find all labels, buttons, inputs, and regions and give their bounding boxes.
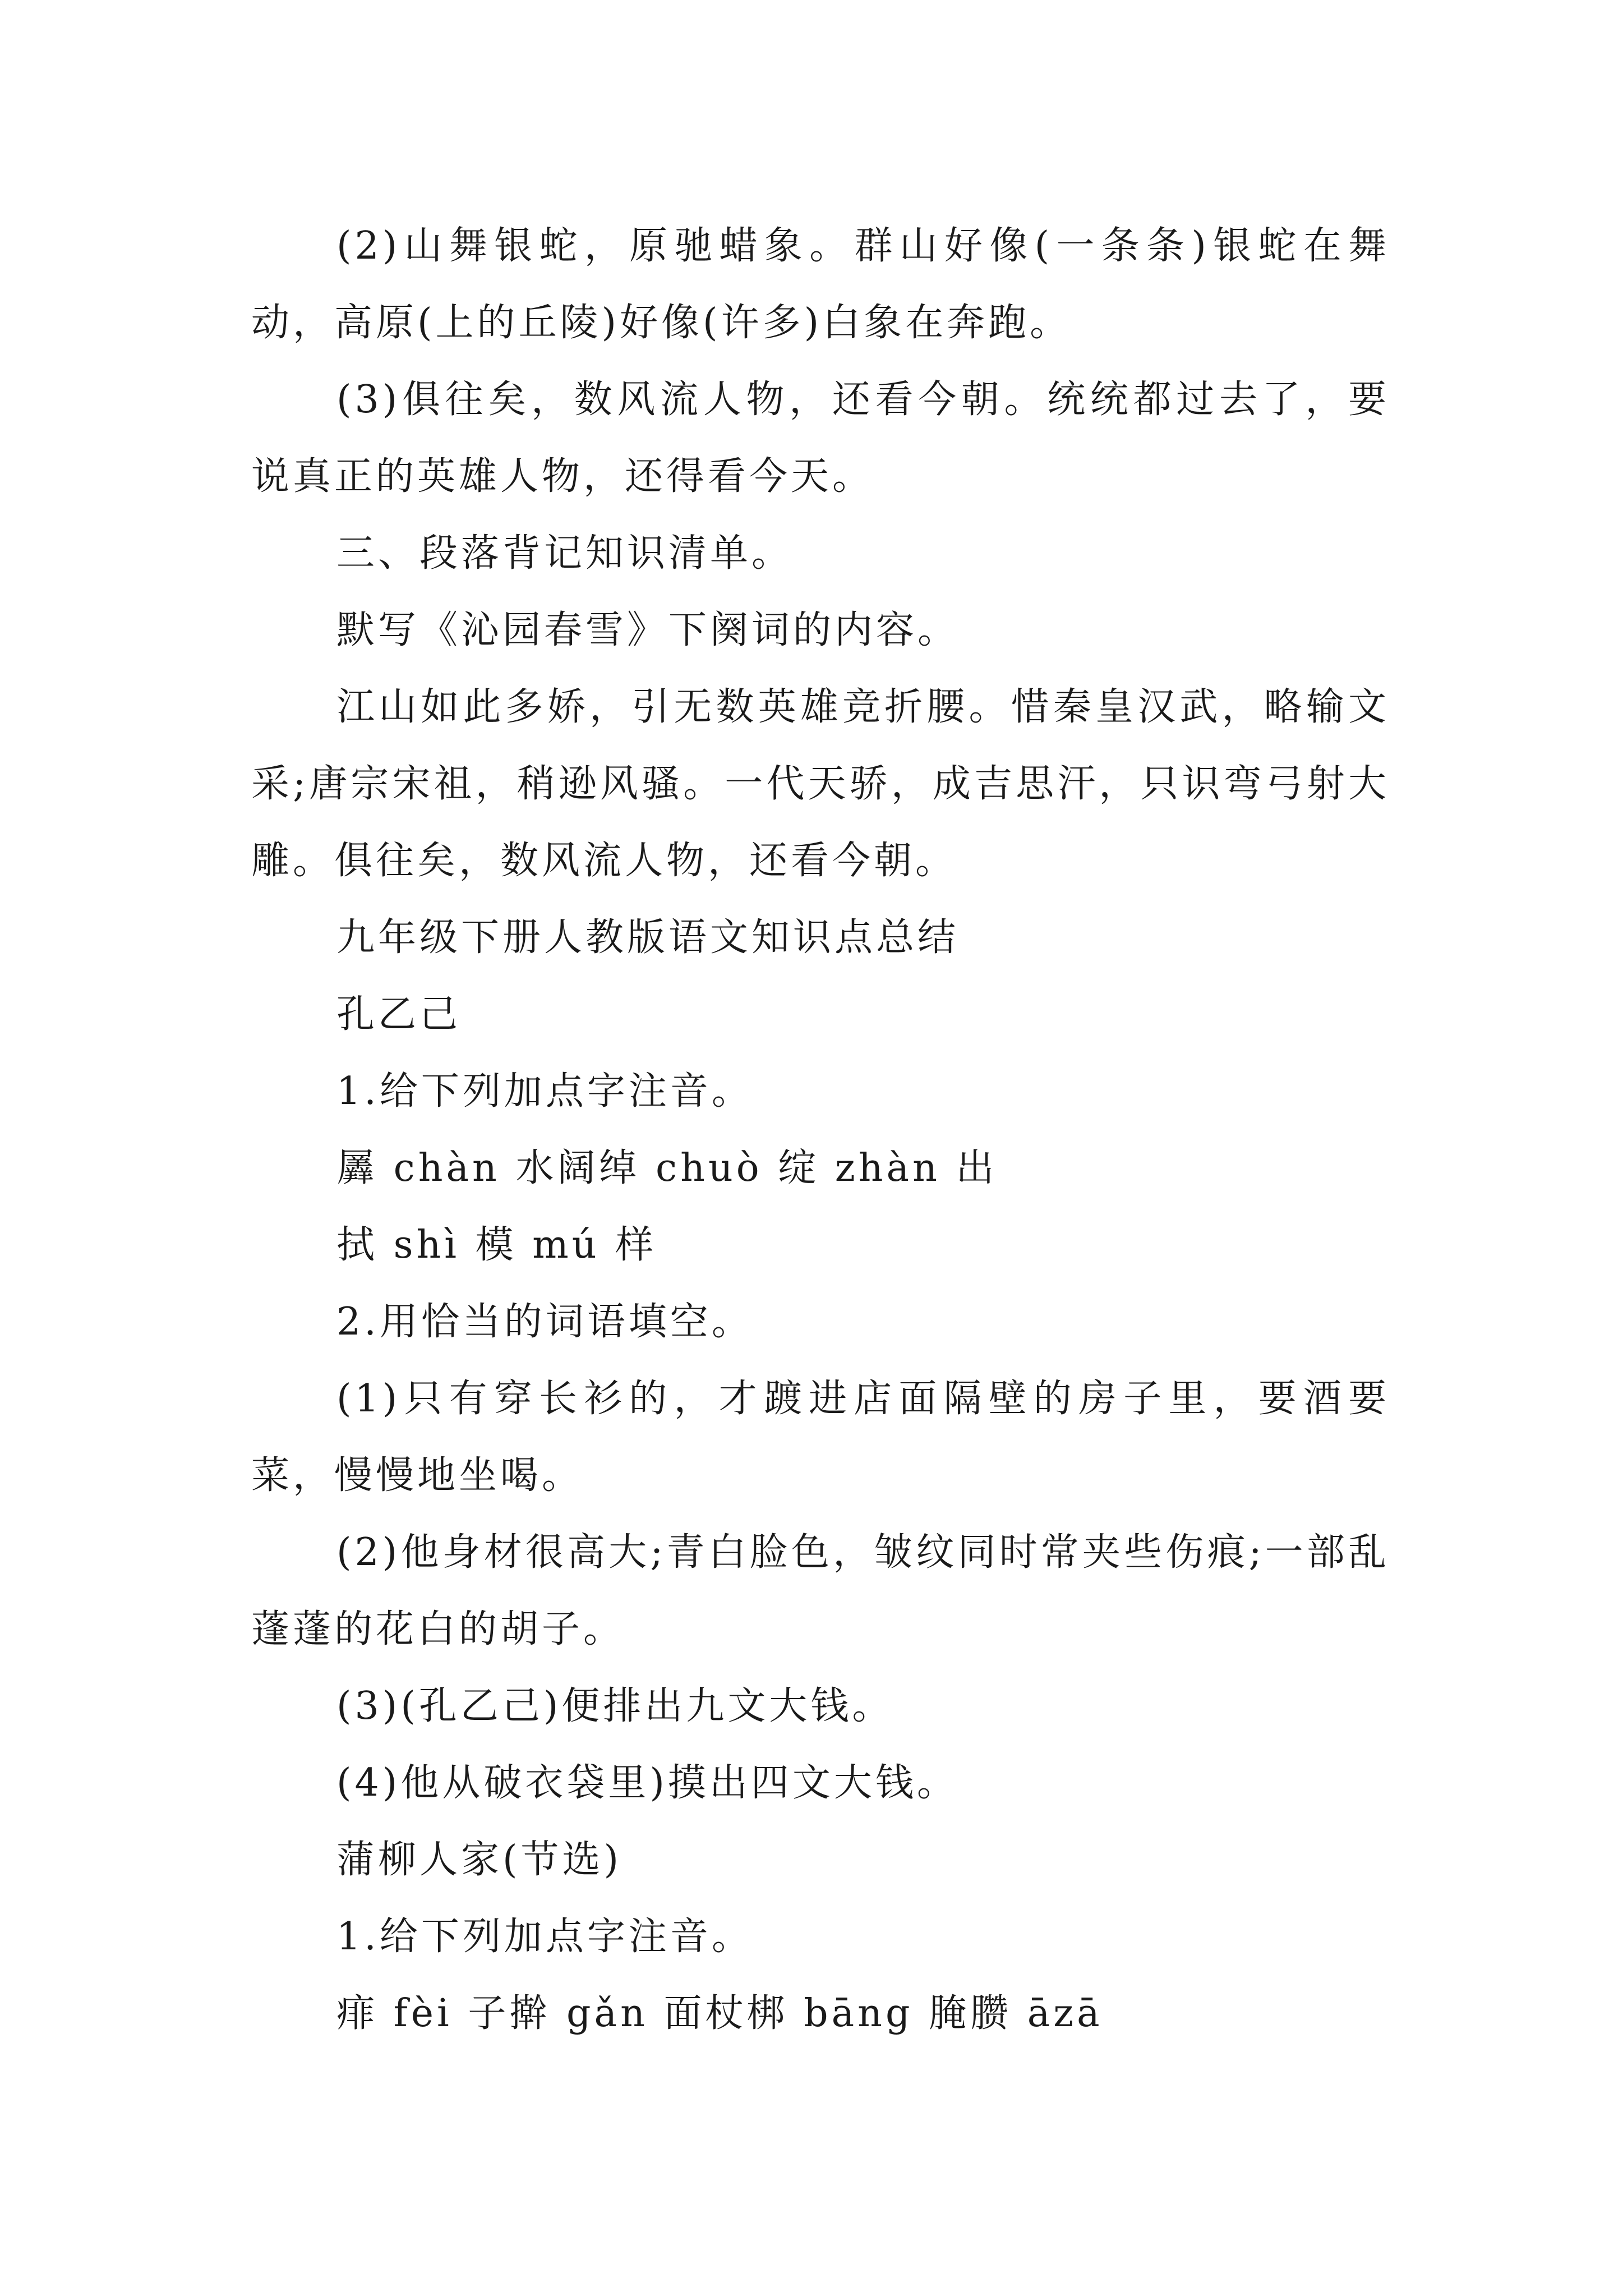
exercise-2-heading: 2.用恰当的词语填空。 bbox=[336, 1300, 753, 1344]
document-body bbox=[251, 208, 1390, 2052]
exercise-1-heading-puliu: 1.给下列加点字注音。 bbox=[336, 1915, 753, 1959]
fill-blank-item-4: (4)他从破衣袋里)摸出四文大钱。 bbox=[336, 1761, 958, 1805]
lesson-title-puliu: 蒲柳人家(节选) bbox=[336, 1838, 623, 1882]
fill-blank-item-2: (2)他身材很高大;青白脸色，皱纹同时常夹些伤痕;一部乱蓬蓬的花白的胡子。 bbox=[251, 1530, 1390, 1651]
pinyin-line-1: 羼 chàn 水阔绰 chuò 绽 zhàn 出 bbox=[336, 1146, 998, 1190]
pinyin-line-puliu: 痱 fèi 子擀 gǎn 面杖梆 bāng 腌臜 āzā bbox=[336, 1991, 1103, 2036]
fill-blank-item-3: (3)(孔乙己)便排出九文大钱。 bbox=[336, 1684, 894, 1728]
paragraph-poem-line-2: (2)山舞银蛇，原驰蜡象。群山好像(一条条)银蛇在舞动，高原(上的丘陵)好像(许多)白象在奔跑。 bbox=[251, 224, 1390, 345]
paragraph-poem-line-3: (3)俱往矣，数风流人物，还看今朝。统统都过去了，要说真正的英雄人物，还得看今天。 bbox=[251, 378, 1390, 499]
fill-blank-item-1: (1)只有穿长衫的，才踱进店面隔壁的房子里，要酒要菜，慢慢地坐喝。 bbox=[251, 1377, 1390, 1498]
section-title-summary: 九年级下册人教版语文知识点总结 bbox=[336, 915, 960, 960]
paragraph-poem-text: 江山如此多娇，引无数英雄竞折腰。惜秦皇汉武，略输文采;唐宗宋祖，稍逊风骚。一代天骄，成吉思汗，只识弯弓射大雕。俱往矣，数风流人物，还看今朝。 bbox=[251, 685, 1390, 883]
section-heading-memorization: 三、段落背记知识清单。 bbox=[336, 531, 794, 576]
exercise-1-heading: 1.给下列加点字注音。 bbox=[336, 1069, 753, 1114]
pinyin-line-2: 拭 shì 模 mú 样 bbox=[336, 1223, 657, 1267]
instruction-dictation: 默写《沁园春雪》下阕词的内容。 bbox=[336, 608, 960, 652]
lesson-title-kong-yiji: 孔乙己 bbox=[336, 992, 462, 1037]
